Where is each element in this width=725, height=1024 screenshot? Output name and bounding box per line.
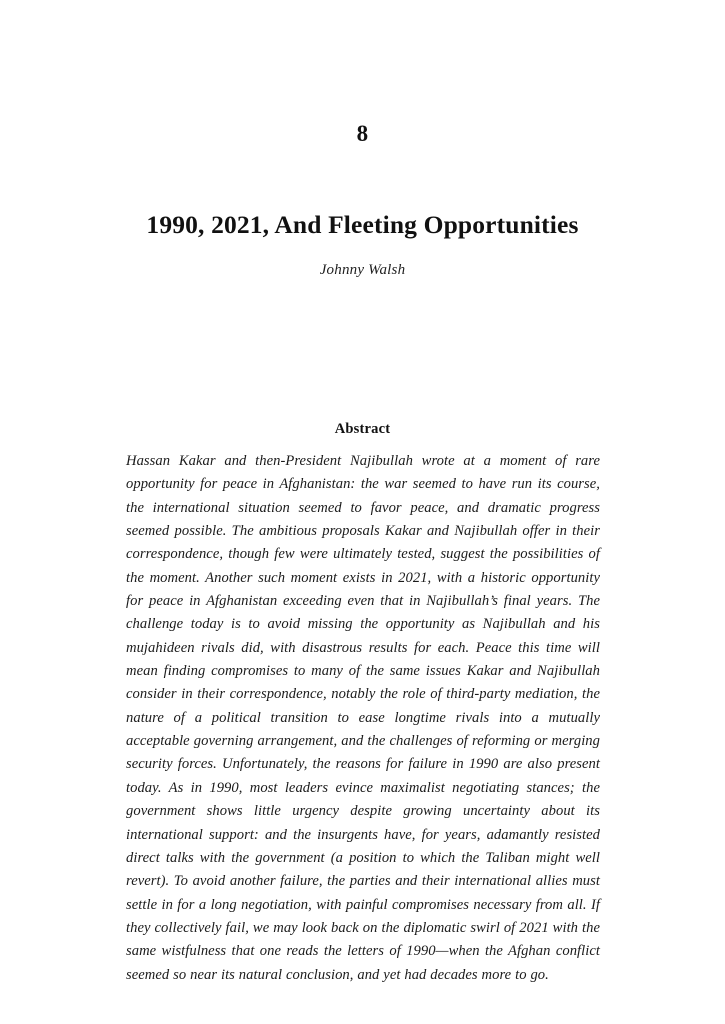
chapter-number: 8	[356, 121, 369, 146]
abstract-paragraph: Hassan Kakar and then-President Najibullah wrote at a moment of rare opportunity for peace in Afghanistan: the war seemed to have run its course, the international situation seemed to favor peace, and dramatic progress seemed possible. The ambitious proposals Kakar and Najibullah offer in their correspondence, though few were ultimately tested, suggest the possibilities of the moment. Another such moment exists in 2021, with a historic opportunity for peace in Afghanistan exceeding even that in Najibullah’s final years. The challenge today is to avoid missing the opportunity as Najibullah and his mujahideen rivals did, with disastrous results for each. Peace this time will mean finding compromises to many of the same issues Kakar and Najibullah consider in their correspondence, notably the role of third-party mediation, the nature of a political transition to ease longtime rivals into a mutually acceptable governing arrangement, and the challenges of reforming or merging security forces. Unfortunately, the reasons for failure in 1990 are also present today. As in 1990, most leaders evince maximalist negotiating stances; the government shows little urgency despite growing uncertainty about its international support: and the insurgents have, for years, adamantly resisted direct talks with the government (a position to which the Taliban might well revert). To avoid another failure, the parties and their international allies must settle in for a long negotiation, with painful compromises necessary from all. If they collectively fail, we may look back on the diplomatic swirl of 2021 with the same wistfulness that one reads the letters of 1990—when the Afghan conflict seemed so near its natural conclusion, and yet had decades more to go.	[126, 453, 600, 983]
chapter-title: 1990, 2021, And Fleeting Opportunities	[146, 210, 579, 240]
author-name: Johnny Walsh	[319, 262, 406, 278]
abstract-body	[126, 450, 600, 987]
abstract-heading: Abstract	[334, 421, 391, 438]
